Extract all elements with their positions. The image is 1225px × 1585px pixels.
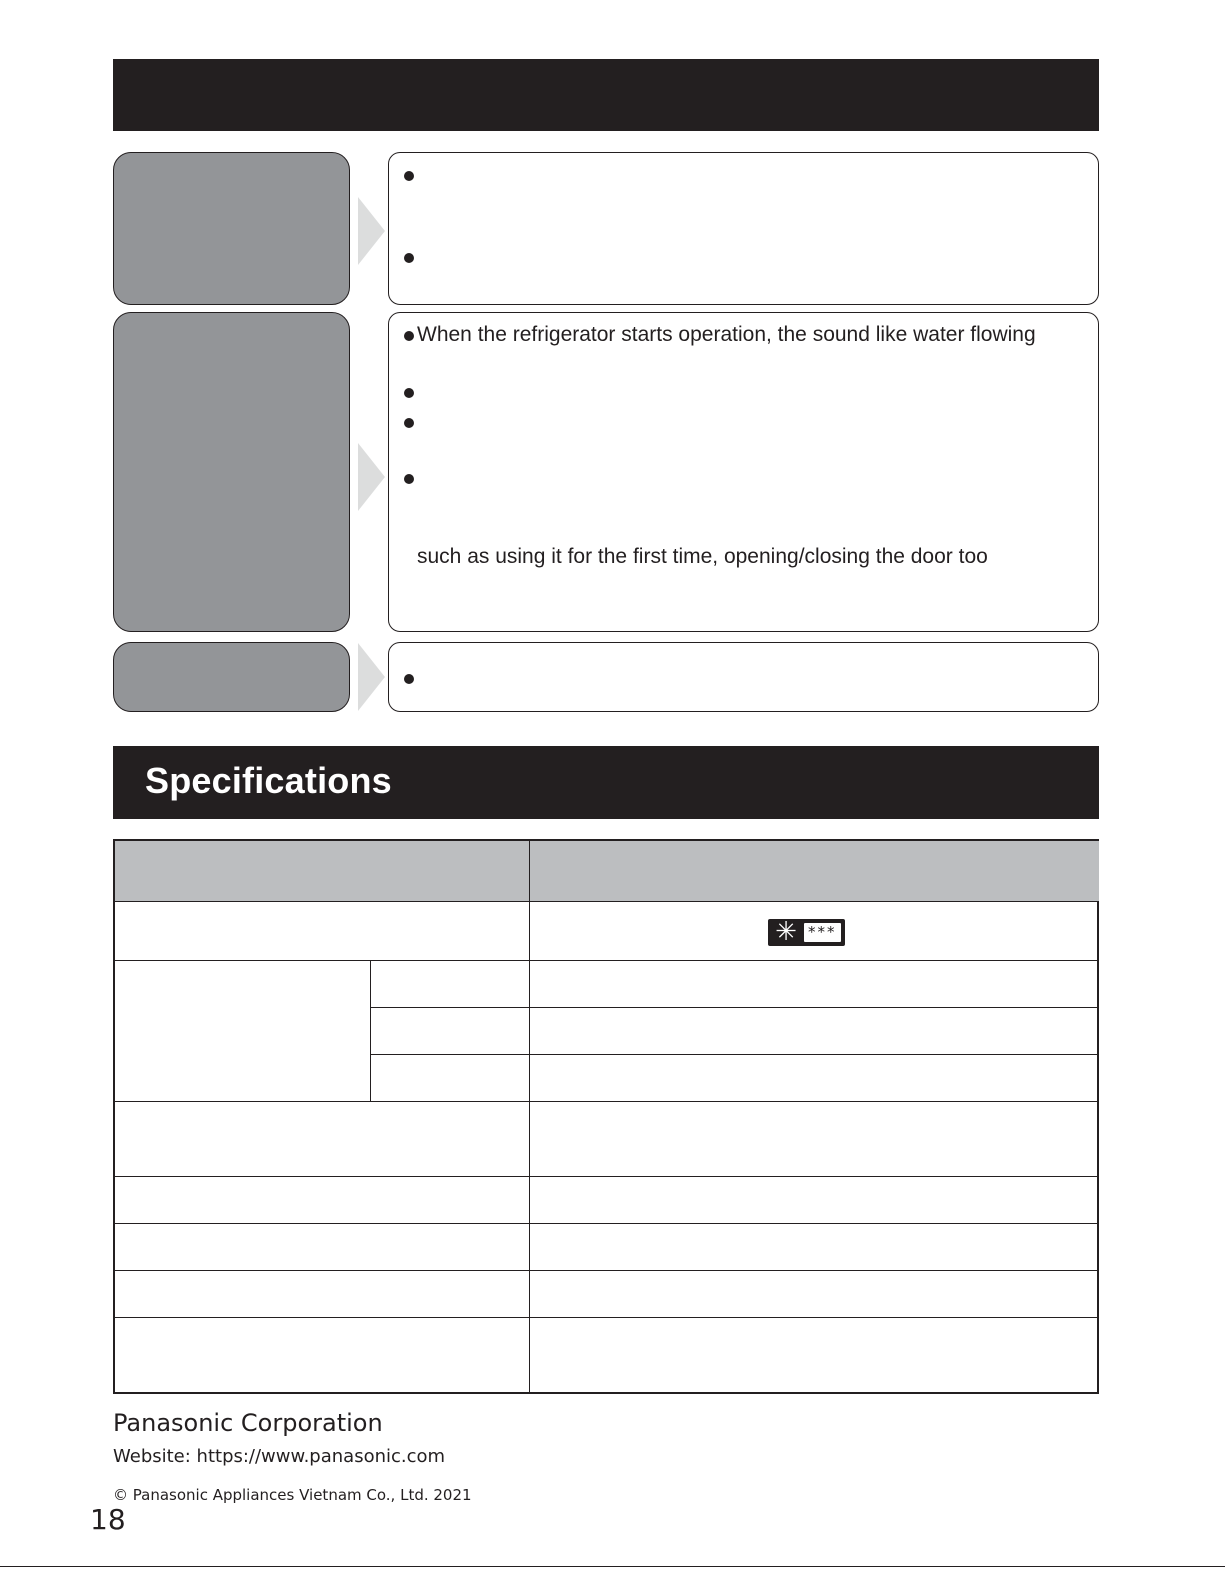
table-row-divider bbox=[115, 1176, 1099, 1177]
section-header-bar bbox=[113, 59, 1099, 131]
table-row-divider bbox=[115, 1101, 1099, 1102]
table-row-divider bbox=[115, 1223, 1099, 1224]
solution-box-1 bbox=[388, 152, 1099, 305]
page-number: 18 bbox=[90, 1503, 126, 1536]
solution-line: When the refrigerator starts operation, the sound like water flowing bbox=[417, 323, 1036, 346]
arrow-icon bbox=[358, 197, 385, 265]
company-name: Panasonic Corporation bbox=[113, 1409, 383, 1437]
table-row-divider bbox=[370, 1007, 1099, 1008]
snowflake-icon: ✳ bbox=[775, 917, 797, 947]
page-bottom-rule bbox=[0, 1566, 1225, 1567]
symptom-box-2 bbox=[113, 312, 350, 632]
bullet-icon bbox=[404, 418, 414, 428]
specifications-header-bar bbox=[113, 746, 1099, 819]
table-column-divider bbox=[529, 841, 530, 1394]
bullet-icon bbox=[404, 674, 414, 684]
bullet-icon bbox=[404, 171, 414, 181]
solution-box-2 bbox=[388, 312, 1099, 632]
website-text: Website: https://www.panasonic.com bbox=[113, 1446, 446, 1467]
freezer-star-rating bbox=[768, 919, 845, 946]
arrow-icon bbox=[358, 443, 385, 511]
table-row-divider bbox=[115, 960, 1099, 961]
star-rating-stars: *** bbox=[804, 923, 841, 942]
bullet-icon bbox=[404, 331, 414, 341]
bullet-icon bbox=[404, 388, 414, 398]
symptom-box-3 bbox=[113, 642, 350, 712]
table-row-divider bbox=[115, 901, 1099, 902]
specifications-title: Specifications bbox=[145, 760, 392, 801]
table-row-divider bbox=[115, 1270, 1099, 1271]
table-header-row bbox=[115, 841, 1099, 901]
copyright-text: © Panasonic Appliances Vietnam Co., Ltd. 2021 bbox=[113, 1486, 472, 1504]
table-row-divider bbox=[115, 1317, 1099, 1318]
specifications-table bbox=[113, 839, 1099, 1394]
table-row-divider bbox=[370, 1054, 1099, 1055]
table-column-divider bbox=[370, 960, 371, 1101]
symptom-box-1 bbox=[113, 152, 350, 305]
bullet-icon bbox=[404, 474, 414, 484]
bullet-icon bbox=[404, 253, 414, 263]
arrow-icon bbox=[358, 643, 385, 711]
solution-box-3 bbox=[388, 642, 1099, 712]
solution-line: such as using it for the first time, opening/closing the door too bbox=[417, 545, 988, 568]
